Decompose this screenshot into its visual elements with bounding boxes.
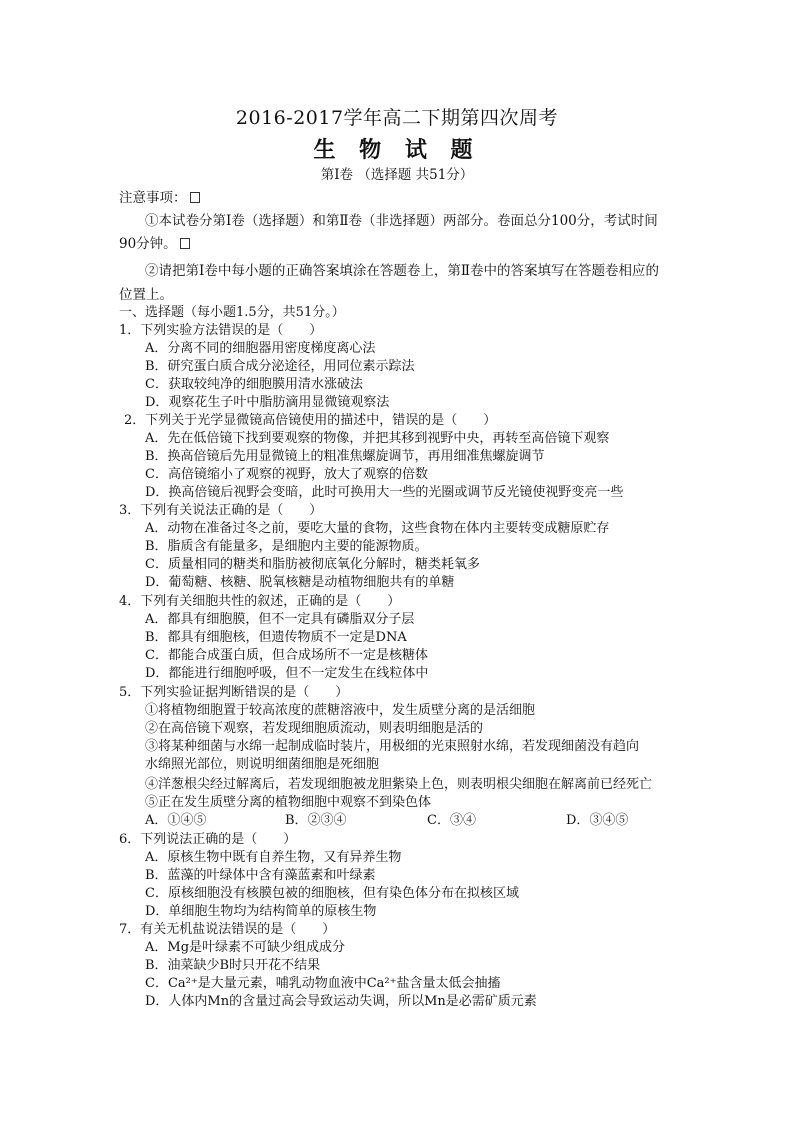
question-2-option-b: B．换高倍镜后先用显微镜上的粗准焦螺旋调节，再用细准焦螺旋调节	[145, 449, 545, 464]
question-3-option-b: B．脂质含有能量多，是细胞内主要的能源物质。	[145, 539, 428, 554]
question-5-stem: 5．下列实验证据判断错误的是（ ）	[119, 685, 349, 700]
notes-item1-line1: ①本试卷分第Ⅰ卷（选择题）和第Ⅱ卷（非选择题）两部分。卷面总分100分，考试时间	[145, 213, 658, 229]
notes-item1-line2: 90分钟。	[119, 236, 190, 253]
question-1-option-d: D．观察花生子叶中脂肪滴用显微镜观察法	[145, 395, 390, 410]
question-3-option-a: A．动物在准备过冬之前，要吃大量的食物，这些食物在体内主要转变成糖原贮存	[145, 521, 610, 536]
question-3-option-c: C．质量相同的糖类和脂肪被彻底氧化分解时，糖类耗氧多	[145, 557, 480, 572]
question-6-option-c: C．原核细胞没有核膜包被的细胞核，但有染色体分布在拟核区域	[145, 886, 519, 901]
question-4-option-a: A．都具有细胞膜，但不一定具有磷脂双分子层	[145, 612, 415, 627]
question-4-option-d: D．都能进行细胞呼吸，但不一定发生在线粒体中	[145, 666, 429, 681]
subject-title: 生 物 试 题	[313, 137, 481, 163]
question-3-option-d: D．葡萄糖、核糖、脱氧核糖是动植物细胞共有的单糖	[145, 575, 455, 590]
question-5-choice-c: C．③④	[427, 813, 476, 828]
question-1-stem: 1．下列实验方法错误的是（ ）	[119, 323, 323, 338]
question-1-option-c: C．获取较纯净的细胞膜用清水涨破法	[145, 377, 363, 392]
section-title: 第Ⅰ卷 （选择题 共51分）	[320, 167, 474, 183]
question-3-stem: 3．下列有关说法正确的是（ ）	[119, 503, 323, 518]
question-5-statement-3: ③将某种细菌与水绵一起制成临时装片，用极细的光束照射水绵，若发现细菌没有趋向	[145, 739, 640, 754]
question-5-choice-d: D．③④⑤	[566, 813, 629, 828]
question-5-statement-1: ①将植物细胞置于较高浓度的蔗糖溶液中，发生质壁分离的是活细胞	[145, 703, 536, 718]
question-5-statement-2: ②在高倍镜下观察，若发现细胞质流动，则表明细胞是活的	[145, 721, 484, 736]
question-1-option-b: B．研究蛋白质合成分泌途径，用同位素示踪法	[145, 359, 415, 374]
question-7-option-b: B．油菜缺少B时只开花不结果	[145, 958, 321, 973]
question-7-option-a: A．Mg是叶绿素不可缺少组成成分	[145, 940, 346, 955]
question-2-option-c: C．高倍镜缩小了观察的视野，放大了观察的倍数	[145, 467, 428, 482]
question-5-statement-4: ④洋葱根尖经过解离后，若发现细胞被龙胆紫染上色，则表明根尖细胞在解离前已经死亡	[145, 777, 653, 792]
question-7-stem: 7．有关无机盐说法错误的是（ ）	[119, 922, 336, 937]
question-4-option-b: B．都具有细胞核，但遗传物质不一定是DNA	[145, 630, 407, 645]
part1-heading: 一、选择题（每小题1.5分，共51分。）	[119, 305, 345, 320]
question-5-choice-a: A．①④⑤	[145, 813, 207, 828]
placeholder-box-icon	[190, 192, 200, 203]
question-7-option-c: C．Ca²⁺是大量元素，哺乳动物血液中Ca²⁺盐含量太低会抽搐	[145, 976, 501, 991]
question-7-option-d: D．人体内Mn的含量过高会导致运动失调，所以Mn是必需矿质元素	[145, 994, 537, 1009]
placeholder-box-icon	[180, 238, 190, 249]
notes-item2-line1: ②请把第Ⅰ卷中每小题的正确答案填涂在答题卷上，第Ⅱ卷中的答案填写在答题卷相应的	[145, 263, 660, 279]
question-6-option-a: A．原核生物中既有自养生物，又有异养生物	[145, 850, 402, 865]
question-5-choice-b: B．②③④	[285, 813, 347, 828]
question-6-stem: 6．下列说法正确的是（ ）	[119, 832, 297, 847]
question-1-option-a: A．分离不同的细胞器用密度梯度离心法	[145, 341, 376, 356]
question-4-stem: 4．下列有关细胞共性的叙述，正确的是（ ）	[119, 594, 401, 609]
question-2-option-a: A．先在低倍镜下找到要观察的物像，并把其移到视野中央，再转至高倍镜下观察	[145, 431, 610, 446]
question-2-stem: 2．下列关于光学显微镜高倍镜使用的描述中，错误的是（ ）	[124, 413, 497, 428]
question-4-option-c: C．都能合成蛋白质，但合成场所不一定是核糖体	[145, 648, 428, 663]
question-2-option-d: D．换高倍镜后视野会变暗，此时可换用大一些的光圈或调节反光镜使视野变亮一些	[145, 485, 624, 500]
question-6-option-b: B．蓝藻的叶绿体中含有藻蓝素和叶绿素	[145, 868, 376, 883]
question-6-option-d: D．单细胞生物均为结构简单的原核生物	[145, 904, 377, 919]
exam-title: 2016-2017学年高二下期第四次周考	[235, 107, 559, 129]
notes-item2-line2: 位置上。	[119, 287, 173, 303]
notes-heading: 注意事项：	[119, 190, 200, 207]
question-5-statement-3-cont: 水绵照光部位，则说明细菌细胞是死细胞	[145, 757, 380, 772]
question-5-statement-5: ⑤正在发生质壁分离的植物细胞中观察不到染色体	[145, 795, 432, 810]
